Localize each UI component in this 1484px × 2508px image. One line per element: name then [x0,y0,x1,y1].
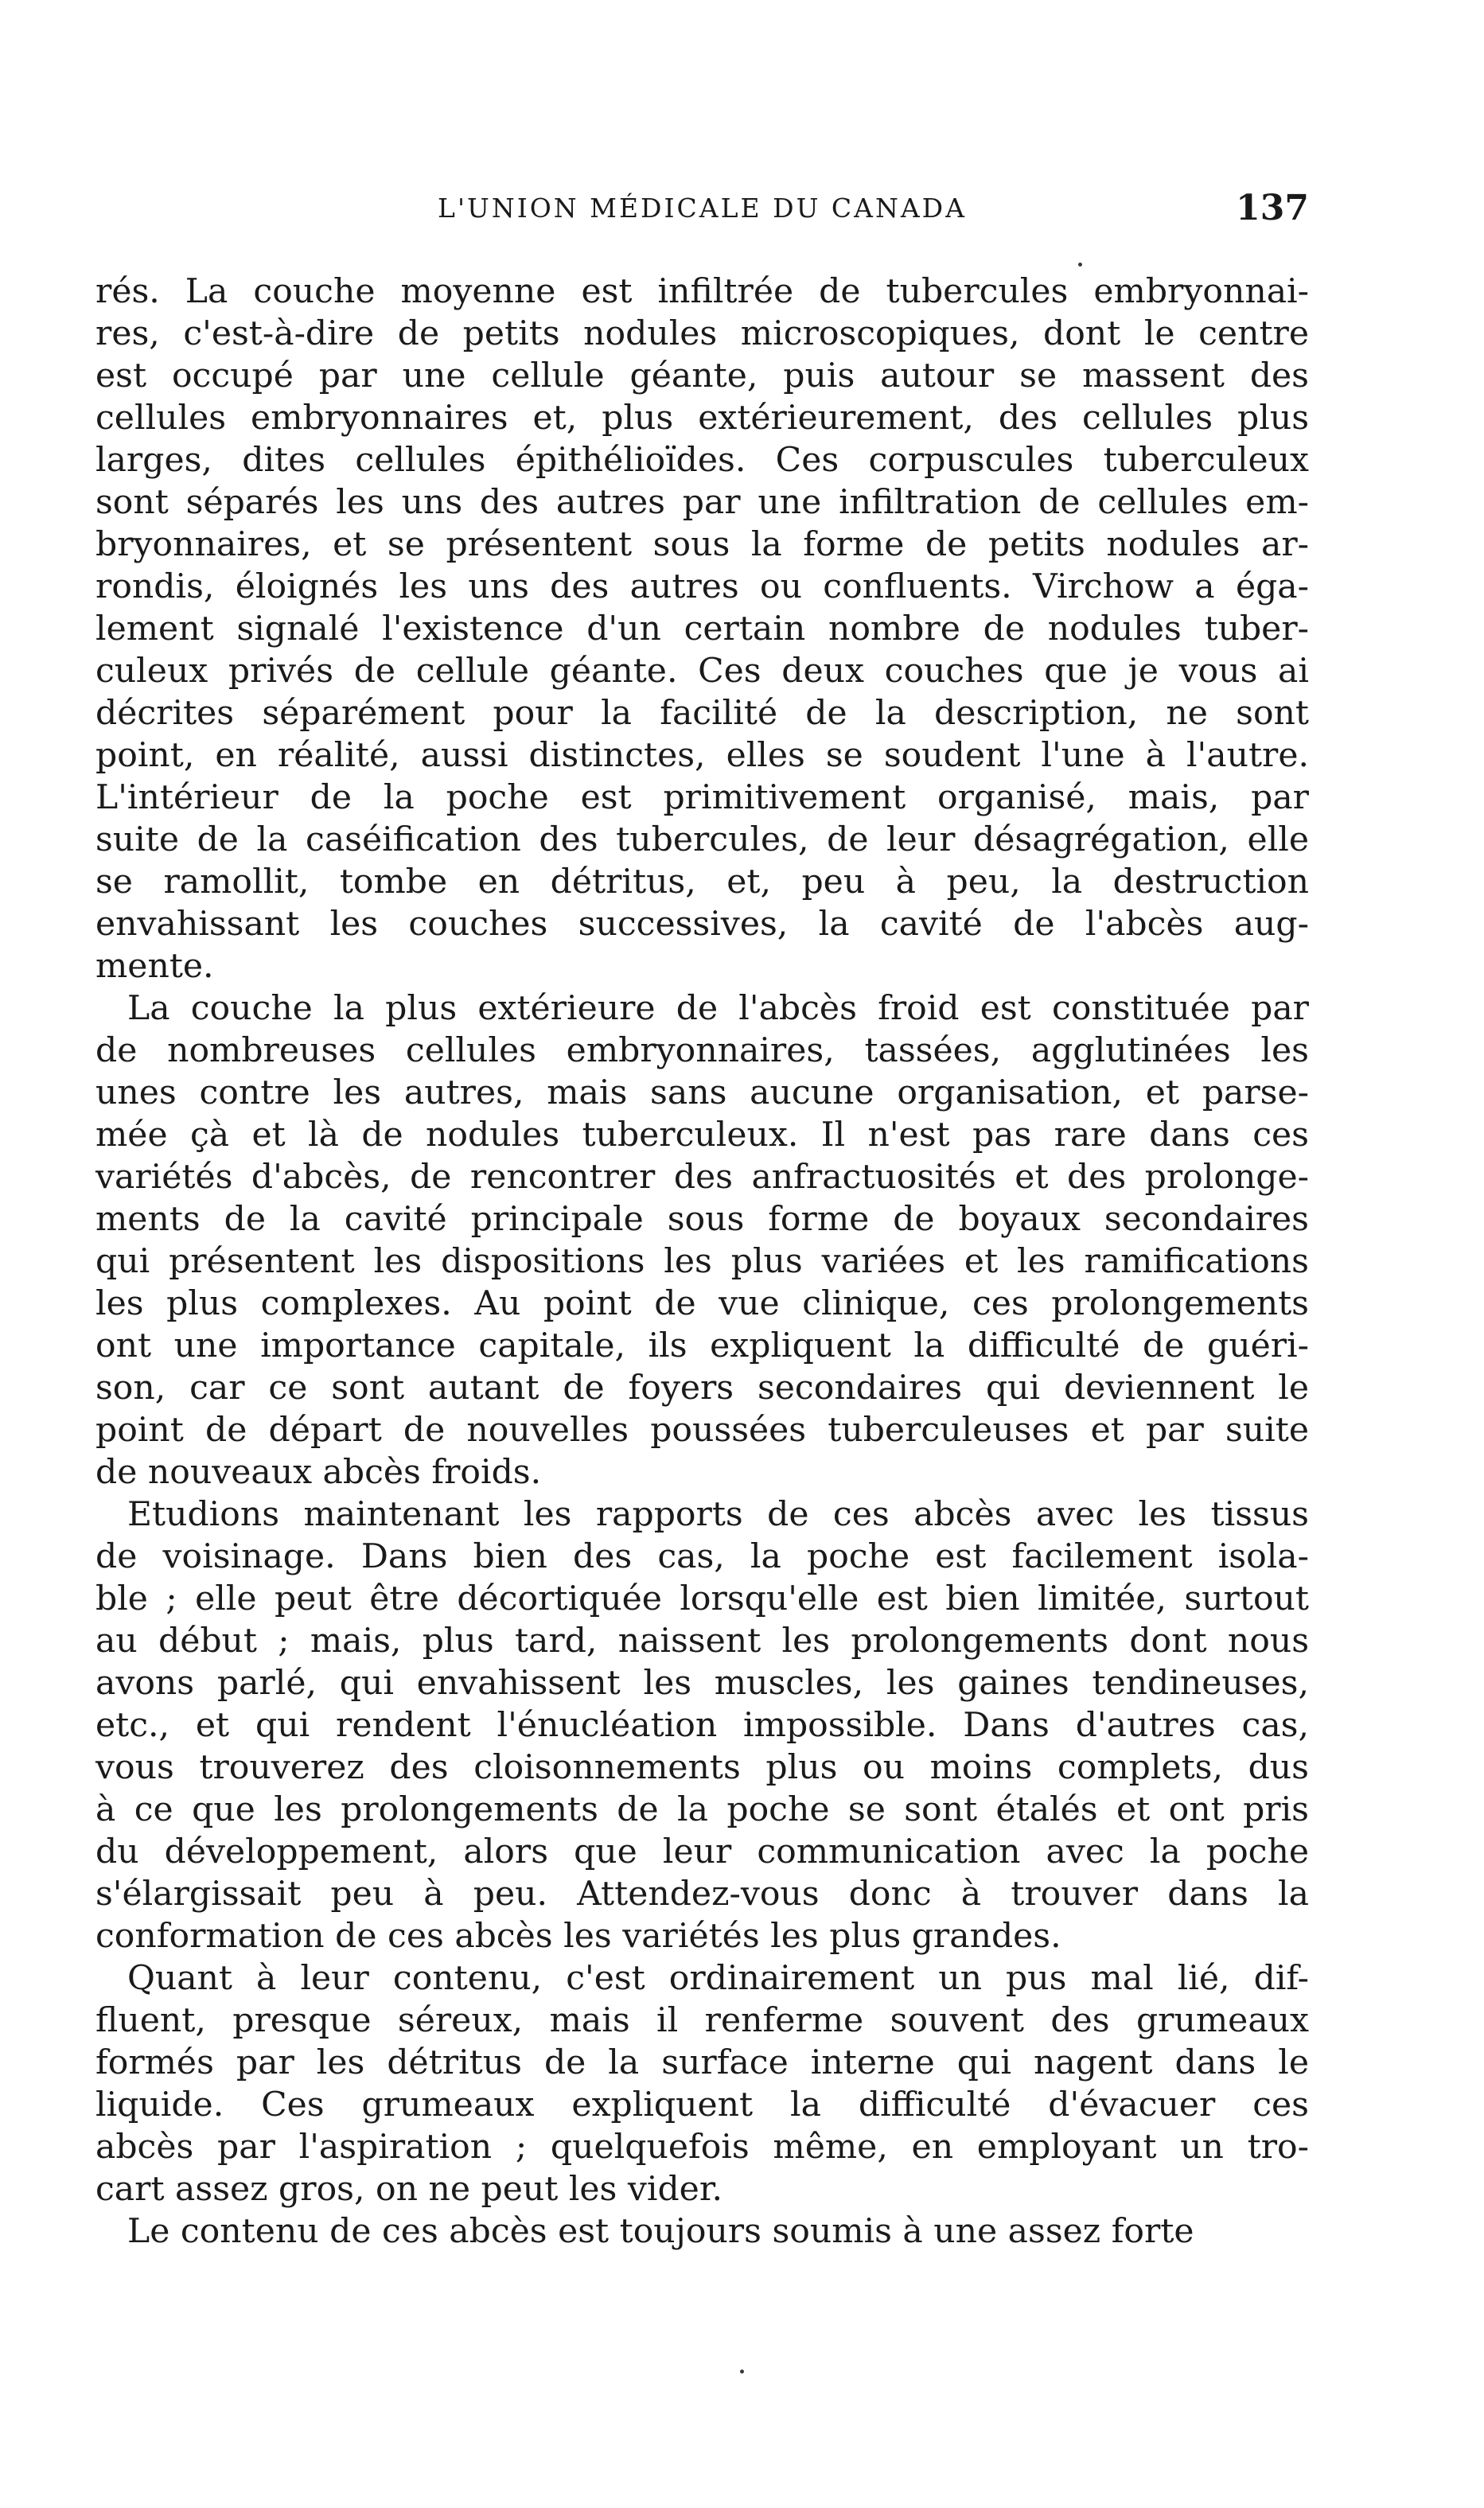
text-line: L'intérieur de la poche est primitivement organisé, mais, par [95,778,1309,817]
text-line: à ce que les prolongements de la poche se sont étalés et ont pris [95,1790,1309,1829]
text-line: décrites séparément pour la facilité de la description, ne sont [95,694,1309,733]
running-head [95,185,1309,232]
body-text [95,271,1309,2253]
text-line: ont une importance capitale, ils expliquent la difficulté de guéri- [95,1326,1309,1365]
text-line: etc., et qui rendent l'énucléation impossible. Dans d'autres cas, [95,1706,1309,1745]
text-line: suite de la caséification des tubercules, de leur désagrégation, elle [95,820,1309,859]
text-line: envahissant les couches successives, la cavité de l'abcès aug- [95,905,1309,944]
text-line: cellules embryonnaires et, plus extérieurement, des cellules plus [95,399,1309,438]
paragraph [95,271,1309,987]
text-line: sont séparés les uns des autres par une infiltration de cellules em- [95,483,1309,522]
print-speck [1078,263,1082,267]
text-line: du développement, alors que leur communication avec la poche [95,1832,1309,1871]
text-line: est occupé par une cellule géante, puis autour se massent des [95,356,1309,395]
text-line: La couche la plus extérieure de l'abcès froid est constituée par [127,989,1309,1028]
text-line: cart assez gros, on ne peut les vider. [95,2170,723,2209]
text-line: se ramollit, tombe en détritus, et, peu à peu, la destruction [95,863,1309,902]
text-line: de voisinage. Dans bien des cas, la poche est facilement isola- [95,1537,1309,1576]
text-line: rés. La couche moyenne est infiltrée de tubercules embryonnai- [95,272,1309,311]
text-line: Le contenu de ces abcès est toujours soumis à une assez forte [127,2212,1194,2251]
text-line: variétés d'abcès, de rencontrer des anfractuosités et des prolonge- [95,1158,1309,1197]
text-line: unes contre les autres, mais sans aucune organisation, et parse- [95,1073,1309,1112]
text-line: Quant à leur contenu, c'est ordinairement un pus mal lié, dif- [127,1959,1309,1998]
text-line: avons parlé, qui envahissent les muscles, les gaines tendineuses, [95,1664,1309,1703]
text-line: vous trouverez des cloisonnements plus ou moins complets, dus [95,1748,1309,1787]
text-line: formés par les détritus de la surface interne qui nagent dans le [95,2043,1309,2082]
paragraph [95,1957,1309,2210]
text-line: culeux privés de cellule géante. Ces deux couches que je vous ai [95,652,1309,691]
running-title: L'UNION MÉDICALE DU CANADA [438,193,967,224]
text-line: fluent, presque séreux, mais il renferme souvent des grumeaux [95,2001,1309,2040]
text-line: rondis, éloignés les uns des autres ou confluents. Virchow a éga- [95,567,1309,606]
text-line: ments de la cavité principale sous forme de boyaux secondaires [95,1200,1309,1239]
text-line: de nombreuses cellules embryonnaires, tassées, agglutinées les [95,1031,1309,1070]
text-line: point de départ de nouvelles poussées tuberculeuses et par suite [95,1411,1309,1450]
text-line: les plus complexes. Au point de vue clinique, ces prolongements [95,1284,1309,1323]
text-line: qui présentent les dispositions les plus variées et les ramifications [95,1242,1309,1281]
text-line: conformation de ces abcès les variétés les plus grandes. [95,1917,1061,1956]
text-line: au début ; mais, plus tard, naissent les prolongements dont nous [95,1622,1309,1661]
text-line: liquide. Ces grumeaux expliquent la difficulté d'évacuer ces [95,2085,1309,2124]
text-line: larges, dites cellules épithélioïdes. Ces corpuscules tuberculeux [95,441,1309,480]
text-line: Etudions maintenant les rapports de ces abcès avec les tissus [127,1495,1309,1534]
text-line: res, c'est-à-dire de petits nodules microscopiques, dont le centre [95,314,1309,353]
paragraph [95,987,1309,1494]
print-speck [740,2370,744,2374]
text-line: bryonnaires, et se présentent sous la forme de petits nodules ar- [95,525,1309,564]
text-line: son, car ce sont autant de foyers secondaires qui deviennent le [95,1369,1309,1408]
page-number: 137 [1236,188,1309,228]
text-line: abcès par l'aspiration ; quelquefois même, en employant un tro- [95,2128,1309,2167]
paragraph [95,2210,1309,2253]
text-line: lement signalé l'existence d'un certain nombre de nodules tuber- [95,609,1309,648]
text-line: de nouveaux abcès froids. [95,1453,542,1492]
text-line: point, en réalité, aussi distinctes, elles se soudent l'une à l'autre. [95,736,1309,775]
text-line: mente. [95,947,214,986]
text-line: ble ; elle peut être décortiquée lorsqu'elle est bien limitée, surtout [95,1579,1309,1618]
text-line: s'élargissait peu à peu. Attendez-vous donc à trouver dans la [95,1875,1309,1914]
paragraph [95,1494,1309,1957]
text-line: mée çà et là de nodules tuberculeux. Il n'est pas rare dans ces [95,1116,1309,1155]
